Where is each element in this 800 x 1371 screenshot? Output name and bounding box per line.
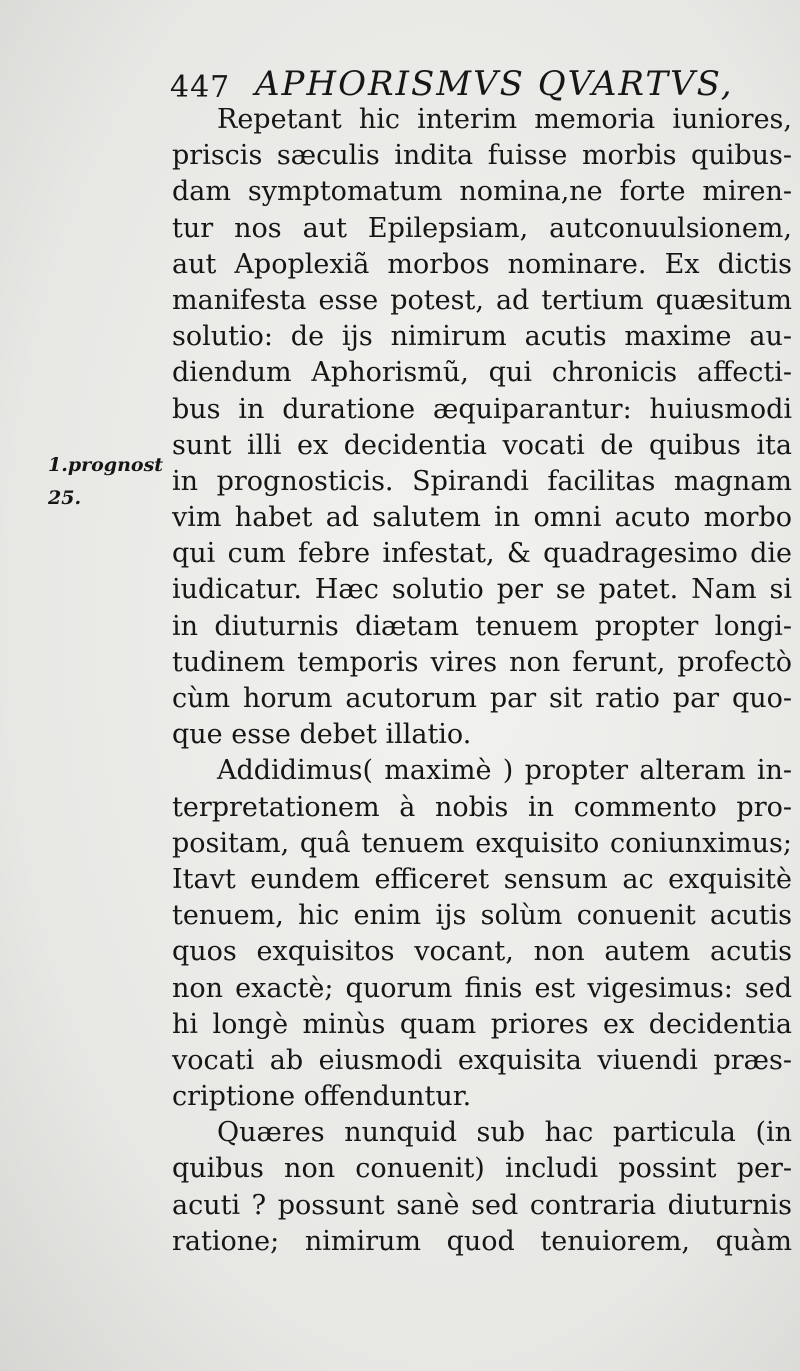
text-line: ratione; nimirum quod tenuiorem, quàm xyxy=(172,1225,792,1257)
margin-note: 1.prognost xyxy=(48,454,164,476)
text-line: manifesta esse potest, ad tertium quæsitum xyxy=(172,284,792,316)
text-line: hi longè minùs quam priores ex decidentia xyxy=(172,1008,792,1040)
text-line: priscis sæculis indita fuisse morbis quibus- xyxy=(172,140,792,172)
text-line: tur nos aut Epilepsiam, autconuulsionem, xyxy=(172,212,792,244)
text-line: que esse debet illatio. xyxy=(172,719,472,751)
text-line: positam, quâ tenuem exquisito coniunximus; xyxy=(172,827,792,859)
text-line: non exactè; quorum finis est vigesimus: sed xyxy=(172,972,792,1004)
text-line: aut Apoplexiã morbos nominare. Ex dictis xyxy=(172,248,792,280)
text-line: qui cum febre infestat, & quadragesimo die xyxy=(172,538,792,570)
text-line: quibus non conuenit) includi possint per- xyxy=(172,1153,792,1185)
body-text xyxy=(172,102,792,1260)
running-title: APHORISMVS QVARTVS, xyxy=(255,64,734,104)
text-line: vim habet ad salutem in omni acuto morbo xyxy=(172,502,792,534)
text-line: vocati ab eiusmodi exquisita viuendi præs- xyxy=(172,1044,792,1076)
text-line: in prognosticis. Spirandi facilitas magnam xyxy=(172,465,792,497)
text-line: quos exquisitos vocant, non autem acutis xyxy=(172,936,792,968)
text-line: dam symptomatum nomina,ne forte miren- xyxy=(172,176,792,208)
text-line: tenuem, hic enim ijs solùm conuenit acutis xyxy=(172,900,792,932)
text-line: diendum Aphorismũ, qui chronicis affecti- xyxy=(172,357,792,389)
text-line: terpretationem à nobis in commento pro- xyxy=(172,791,792,823)
text-line: Itavt eundem efficeret sensum ac exquisitè xyxy=(172,863,792,895)
text-line: sunt illi ex decidentia vocati de quibus ita xyxy=(172,429,792,461)
margin-note: 25. xyxy=(48,487,82,509)
text-line: in diuturnis diætam tenuem propter longi- xyxy=(172,610,792,642)
text-line: Addidimus( maximè ) propter alteram in- xyxy=(217,755,792,787)
text-line: criptione offenduntur. xyxy=(172,1081,472,1113)
text-line: tudinem temporis vires non ferunt, profectò xyxy=(172,646,792,678)
text-line: Repetant hic interim memoria iuniores, xyxy=(217,104,792,135)
text-line: cùm horum acutorum par sit ratio par quo- xyxy=(172,683,792,714)
text-line: bus in duratione æquiparantur: huiusmodi xyxy=(172,393,792,425)
text-line: iudicatur. Hæc solutio per se patet. Nam si xyxy=(172,574,792,606)
text-line: acuti ? possunt sanè sed contraria diuturnis xyxy=(172,1189,792,1221)
text-line: Quæres nunquid sub hac particula (in xyxy=(217,1117,792,1149)
text-line: solutio: de ijs nimirum acutis maxime au- xyxy=(172,321,792,353)
page-number: 447 xyxy=(170,70,231,105)
page-header xyxy=(170,58,790,108)
